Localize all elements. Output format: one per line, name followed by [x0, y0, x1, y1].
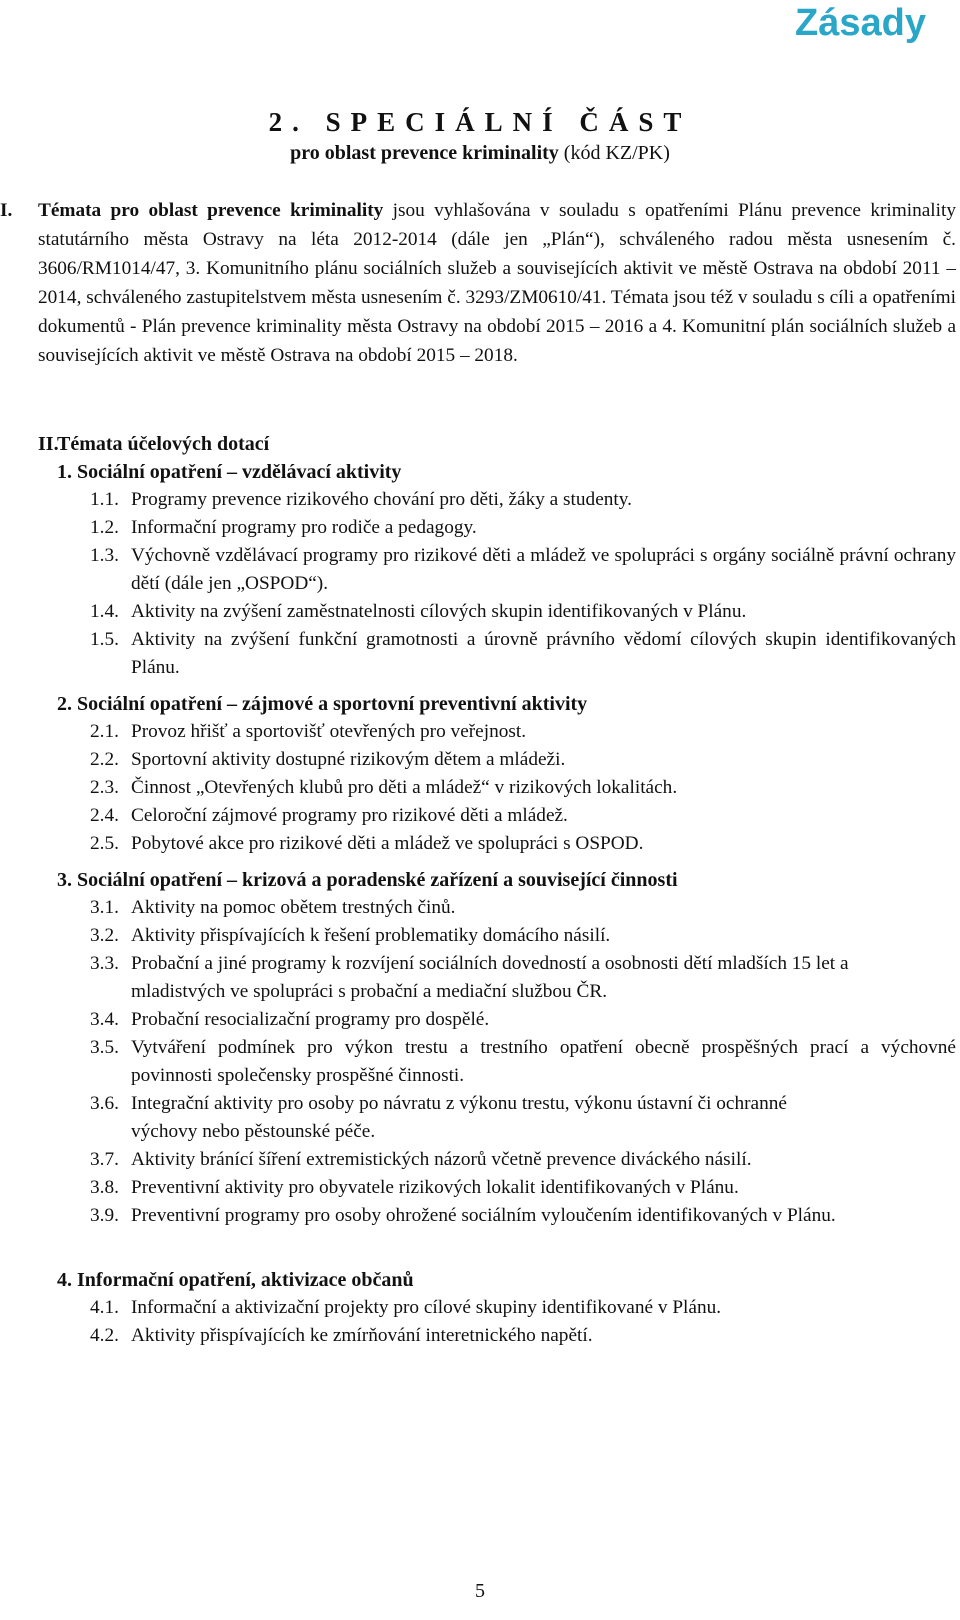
item-text: Programy prevence rizikového chování pro děti, žáky a studenty.: [131, 489, 632, 510]
group-title: 1. Sociální opatření – vzdělávací aktivity: [57, 461, 402, 483]
intro-paragraph: [0, 196, 957, 370]
item-text: Sportovní aktivity dostupné rizikovým dětem a mládeži.: [131, 749, 566, 770]
item-text: Informační programy pro rodiče a pedagogy.: [131, 517, 477, 538]
item-number: 3.8.: [90, 1177, 119, 1198]
item-text: Aktivity přispívajících ke zmírňování interetnického napětí.: [131, 1325, 593, 1346]
subtitle-bold: pro oblast prevence kriminality: [290, 142, 559, 164]
list-item: [90, 1202, 956, 1230]
section-heading-text: Témata účelových dotací: [57, 433, 270, 455]
list-item: [90, 486, 956, 514]
item-text: Výchovně vzdělávací programy pro rizikové děti a mládež ve spolupráci s orgány sociálně právní ochrany dětí (dále jen „OSPOD“).: [131, 545, 956, 594]
list-item: [90, 598, 956, 626]
group-title: 4. Informační opatření, aktivizace občanů: [57, 1269, 414, 1291]
list-item: [90, 774, 956, 802]
item-text: Preventivní aktivity pro obyvatele rizikových lokalit identifikovaných v Plánu.: [131, 1177, 739, 1198]
list-item: [90, 626, 956, 682]
item-text: Pobytové akce pro rizikové děti a mládež ve spolupráci s OSPOD.: [131, 833, 644, 854]
list-item: [90, 1006, 956, 1034]
list-item: [90, 894, 956, 922]
header-tag: Zásady: [795, 2, 926, 44]
list-item: [90, 802, 956, 830]
intro-marker: I.: [0, 200, 13, 221]
item-number: 4.2.: [90, 1325, 119, 1346]
item-text: Aktivity na pomoc obětem trestných činů.: [131, 897, 456, 918]
item-number: 3.2.: [90, 925, 119, 946]
intro-text: jsou vyhlašována v souladu s opatřeními Plánu prevence kriminality statutárního města Ostravy na léta 2012-2014 (dále jen „Plán“), schváleného radou města usnesením č. 3606/RM1014/47, 3. Komunitního plánu sociálních služeb a souvisejících aktivit ve městě Ostrava na období 2011 – 2014, schváleného zastupitelstvem města usnesením č. 3293/ZM0610/41. Témata jsou též v souladu s cíli a opatřeními dokumentů - Plán prevence kriminality města Ostravy na období 2015 – 2016 a 4. Komunitní plán sociálních služeb a souvisejících aktivit ve městě Ostrava na období 2015 – 2018.: [38, 200, 957, 366]
item-number: 1.4.: [90, 601, 119, 622]
item-number: 1.1.: [90, 489, 119, 510]
item-number: 3.6.: [90, 1093, 119, 1114]
item-number: 3.5.: [90, 1037, 119, 1058]
item-number: 1.2.: [90, 517, 119, 538]
list-item: [90, 1146, 956, 1174]
section-heading: [38, 430, 270, 458]
item-text: Vytváření podmínek pro výkon trestu a trestního opatření obecně prospěšných prací a výchovné povinnosti společensky prospěšné činnosti.: [131, 1037, 956, 1086]
group-title: 3. Sociální opatření – krizová a poradenské zařízení a související činnosti: [57, 869, 678, 891]
intro-lead: Témata pro oblast prevence kriminality: [38, 200, 384, 221]
item-text: Informační a aktivizační projekty pro cílové skupiny identifikované v Plánu.: [131, 1297, 722, 1318]
item-number: 3.9.: [90, 1205, 119, 1226]
list-item: [90, 922, 956, 950]
item-number: 2.5.: [90, 833, 119, 854]
list-item: [90, 1174, 956, 1202]
item-text: Probační a jiné programy k rozvíjení sociálních dovedností a osobnosti dětí mladších 15 let a mladistvých ve spolupráci s probační a mediační službou ČR.: [131, 953, 849, 1002]
item-number: 4.1.: [90, 1297, 119, 1318]
list-item: [90, 830, 956, 858]
item-text: Aktivity na zvýšení zaměstnatelnosti cílových skupin identifikovaných v Plánu.: [131, 601, 747, 622]
list-item: [90, 1034, 956, 1090]
item-text: Aktivity bránící šíření extremistických názorů včetně prevence diváckého násilí.: [131, 1149, 752, 1170]
list-item: [90, 718, 956, 746]
list-item: [90, 514, 956, 542]
item-text: Probační resocializační programy pro dospělé.: [131, 1009, 490, 1030]
list-item: [90, 1090, 850, 1146]
list-item: [90, 746, 956, 774]
item-number: 2.4.: [90, 805, 119, 826]
item-number: 3.4.: [90, 1009, 119, 1030]
item-text: Činnost „Otevřených klubů pro děti a mládež“ v rizikových lokalitách.: [131, 777, 678, 798]
group-title: 2. Sociální opatření – zájmové a sportovní preventivní aktivity: [57, 693, 588, 715]
section-roman: II.: [38, 433, 59, 455]
item-number: 2.3.: [90, 777, 119, 798]
item-number: 1.3.: [90, 545, 119, 566]
item-text: Preventivní programy pro osoby ohrožené sociálním vyloučením identifikovaných v Plánu.: [131, 1205, 836, 1226]
item-number: 2.1.: [90, 721, 119, 742]
list-item: [90, 542, 956, 598]
list-item: [90, 1322, 956, 1350]
item-number: 3.1.: [90, 897, 119, 918]
page-number: 5: [475, 1580, 485, 1602]
item-text: Provoz hřišť a sportovišť otevřených pro veřejnost.: [131, 721, 527, 742]
page-subtitle: [0, 140, 960, 166]
item-text: Aktivity přispívajících k řešení problematiky domácího násilí.: [131, 925, 611, 946]
list-item: [90, 1294, 956, 1322]
item-number: 3.7.: [90, 1149, 119, 1170]
item-number: 2.2.: [90, 749, 119, 770]
page-title: 2. SPECIÁLNÍ ČÁST: [268, 107, 692, 137]
list-item: [90, 950, 920, 1006]
item-number: 3.3.: [90, 953, 119, 974]
item-text: Celoroční zájmové programy pro rizikové děti a mládež.: [131, 805, 568, 826]
item-text: Aktivity na zvýšení funkční gramotnosti a úrovně právního vědomí cílových skupin identifikovaných Plánu.: [131, 629, 956, 678]
item-number: 1.5.: [90, 629, 119, 650]
item-text: Integrační aktivity pro osoby po návratu z výkonu trestu, výkonu ústavní či ochranné výchovy nebo pěstounské péče.: [131, 1093, 787, 1142]
subtitle-rest: (kód KZ/PK): [558, 142, 670, 164]
